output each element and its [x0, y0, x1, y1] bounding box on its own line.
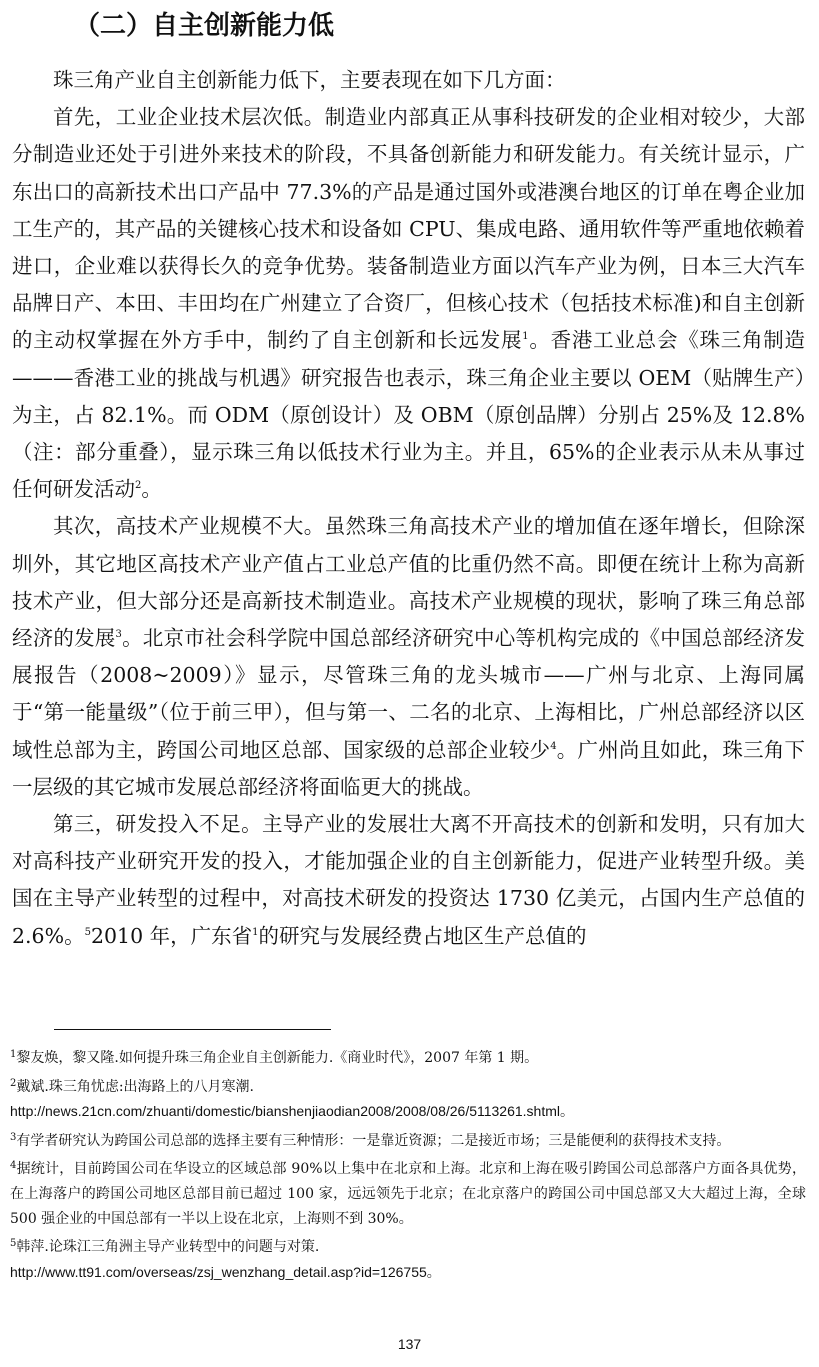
- paragraph-text: 首先，工业企业技术层次低。制造业内部真正从事科技研发的企业相对较少，大部分制造业还处于引进外来技术的阶段，不具备创新能力和研发能力。有关统计显示，广东出口的高新技术出口产品中 77.3%的产品是通过国外或港澳台地区的订单在粤企业加工生产的，其产品的关键核心技术和设备如 CPU、集成电路、通用软件等严重地依赖着进口，企业难以获得长久的竞争优势。装备制造业方面以汽车产业为例，日本三大汽车品牌日产、本田、丰田均在广州建立了合资厂，但核心技术（包括技术标准)和自主创新的主动权掌握在外方手中，制约了自主创新和长远发展: [12, 105, 805, 353]
- footnote-ref[interactable]: 1: [522, 331, 529, 343]
- footnote-text: 韩萍.论珠江三角洲主导产业转型中的问题与对策.: [16, 1239, 320, 1256]
- footnote-text: 有学者研究认为跨国公司总部的选择主要有三种情形：一是靠近资源；二是接近市场；三是能便利的获得技术支持。: [16, 1132, 731, 1149]
- footnotes: [10, 1046, 806, 1289]
- footnote-ref[interactable]: 2: [135, 480, 142, 492]
- footnote-link[interactable]: http://www.tt91.com/overseas/zsj_wenzhang_detail.asp?id=126755。: [10, 1263, 441, 1280]
- paragraph-text: 2010 年，广东省: [90, 923, 253, 948]
- footnote-text: 戴斌.珠三角忧虑:出海路上的八月寒潮.: [16, 1078, 254, 1095]
- footnote-mark: 5: [10, 1238, 17, 1250]
- paragraph-third: [12, 806, 805, 955]
- paragraph-text: 其次，高技术产业规模不大。虽然珠三角高技术产业的增加值在逐年增长，但除深圳外，其它地区高技术产业产值占工业总产值的比重仍然不高。即便在统计上称为高新技术产业，但大部分还是高新技术制造业。高技术产业规模的现状，影响了珠三角总部经济的发展: [12, 514, 805, 651]
- paragraph-first: [12, 99, 805, 508]
- paragraph-text: 的研究与发展经费占地区生产总值的: [258, 923, 587, 948]
- paragraph-text: 。: [141, 477, 162, 502]
- footnote-text: 黎友焕，黎又隆.如何提升珠三角企业自主创新能力.《商业时代》，2007 年第 1 期。: [16, 1050, 539, 1066]
- paragraph-intro: [12, 62, 805, 99]
- footnote-text: 据统计，目前跨国公司在华设立的区域总部 90%以上集中在北京和上海。北京和上海在吸引跨国公司总部落户方面各具优势，在上海落户的跨国公司地区总部目前已超过 100 家，远远领先于北京；在北京落户的跨国公司中国总部又大大超过上海，全球 500 强企业的中国总部有一半以上设在北京，上海则不到 30%。: [10, 1161, 806, 1227]
- page-number: 137: [397, 1336, 422, 1352]
- footnote-ref[interactable]: 5: [84, 926, 91, 938]
- footnote-ref[interactable]: 1: [252, 926, 259, 938]
- footnote-separator: [54, 1029, 331, 1030]
- footnote-mark: 3: [10, 1131, 17, 1143]
- paragraph-text: 第三，研发投入不足。主导产业的发展壮大离不开高技术的创新和发明，只有加大对高科技产业研究开发的投入，才能加强企业的自主创新能力，促进产业转型升级。美国在主导产业转型的过程中，对高技术研发的投资达 1730 亿美元，占国内生产总值的 2.6%。: [12, 812, 805, 948]
- paragraph-text: 。北京市社会科学院中国总部经济研究中心等机构完成的《中国总部经济发展报告（2008~2009）》显示，尽管珠三角的龙头城市——广州与北京、上海同属于“第一能量级”（位于前三甲），但与第一、二名的北京、上海相比，广州总部经济以区域性总部为主，跨国公司地区总部、国家级的总部企业较少: [12, 626, 806, 762]
- footnote-2: [10, 1075, 806, 1125]
- footnote-5: [10, 1235, 806, 1285]
- footnote-3: [10, 1129, 806, 1154]
- footnote-ref[interactable]: 3: [115, 629, 122, 641]
- footnote-ref[interactable]: 4: [550, 740, 557, 752]
- footnote-4: [10, 1157, 806, 1231]
- paragraph-second: [12, 508, 805, 806]
- footnote-1: [10, 1046, 806, 1071]
- paragraph-text: 。香港工业总会《珠三角制造———香港工业的挑战与机遇》研究报告也表示，珠三角企业主要以 OEM（贴牌生产）为主，占 82.1%。而 ODM（原创设计）及 OBM（原创品牌）分别占 25%及 12.8%（注：部分重叠），显示珠三角以低技术行业为主。并且，65%的企业表示从未从事过任何研发活动: [12, 328, 806, 502]
- paragraph-text: 。广州尚且如此，珠三角下一层级的其它城市发展总部经济将面临更大的挑战。: [12, 737, 806, 799]
- footnote-mark: 4: [10, 1160, 17, 1172]
- footnote-link[interactable]: http://news.21cn.com/zhuanti/domestic/bianshenjiaodian2008/2008/08/26/5113261.shtml。: [10, 1103, 575, 1120]
- body-text: [12, 62, 805, 955]
- footnote-mark: 2: [10, 1077, 17, 1089]
- footnote-mark: 1: [10, 1049, 17, 1060]
- section-heading: （二）自主创新能力低: [74, 11, 335, 41]
- paragraph-text: 珠三角产业自主创新能力低下，主要表现在如下几方面：: [53, 68, 566, 92]
